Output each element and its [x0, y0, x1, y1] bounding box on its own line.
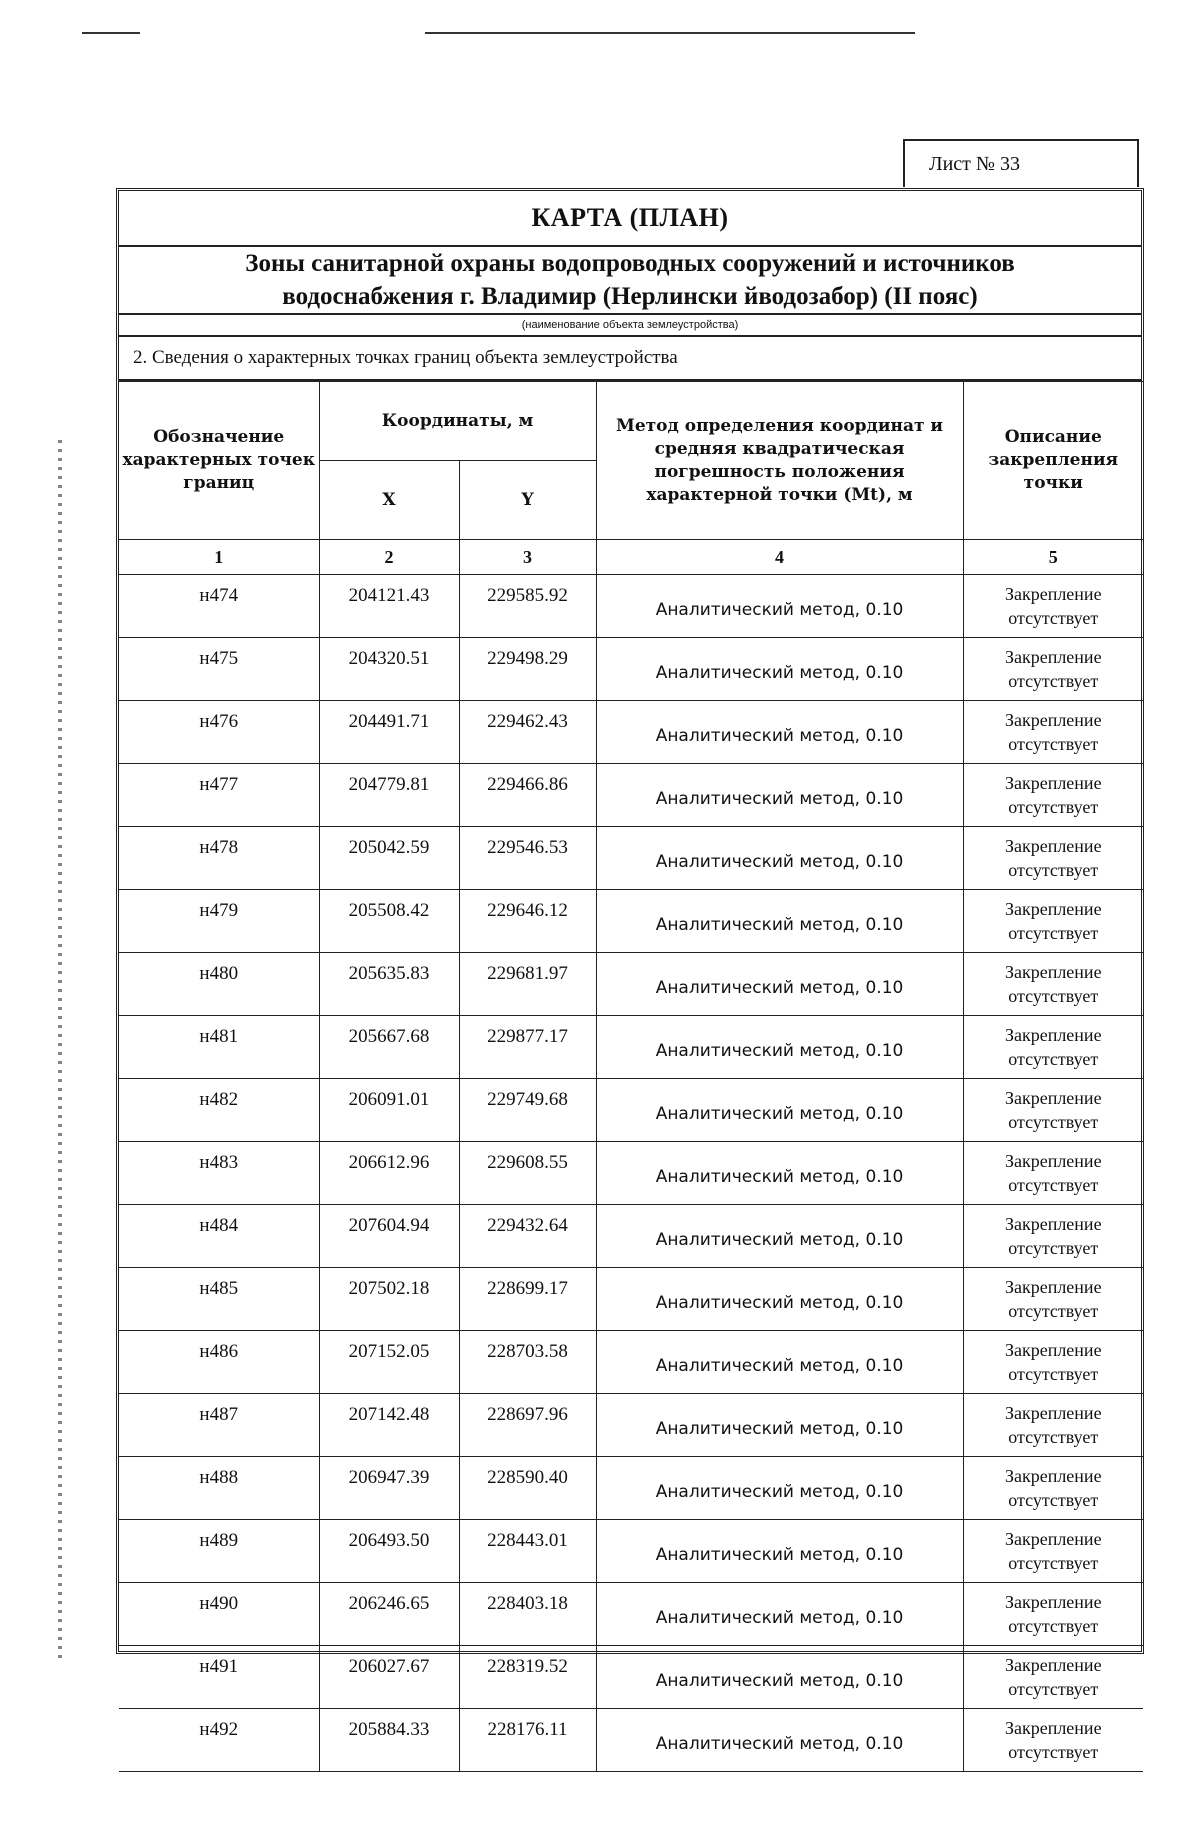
method-cell: Аналитический метод, 0.10 [596, 1709, 963, 1772]
description-cell: Закрепление отсутствует [963, 1142, 1143, 1205]
column-number: 1 [119, 540, 319, 575]
coord-y: 229466.86 [459, 764, 596, 827]
table-row [119, 1394, 1143, 1457]
description-cell: Закрепление отсутствует [963, 575, 1143, 638]
header-method: Метод определения координат и средняя квадратическая погрешность положения характерной точки (Mt), м [596, 382, 963, 540]
coord-y: 229646.12 [459, 890, 596, 953]
point-id: н483 [119, 1142, 319, 1205]
point-id: н484 [119, 1205, 319, 1268]
coord-y: 229681.97 [459, 953, 596, 1016]
coord-x: 205884.33 [319, 1709, 459, 1772]
description-cell: Закрепление отсутствует [963, 1646, 1143, 1709]
scan-line-top [425, 32, 915, 34]
document-title: КАРТА (ПЛАН) [119, 191, 1141, 247]
point-id: н491 [119, 1646, 319, 1709]
table-row [119, 575, 1143, 638]
description-cell: Закрепление отсутствует [963, 1520, 1143, 1583]
table-row [119, 827, 1143, 890]
method-cell: Аналитический метод, 0.10 [596, 1079, 963, 1142]
method-cell: Аналитический метод, 0.10 [596, 1394, 963, 1457]
object-caption: (наименование объекта землеустройства) [119, 313, 1141, 337]
description-cell: Закрепление отсутствует [963, 1394, 1143, 1457]
point-id: н480 [119, 953, 319, 1016]
coord-y: 229546.53 [459, 827, 596, 890]
point-id: н475 [119, 638, 319, 701]
table-row [119, 1016, 1143, 1079]
header-description: Описание закрепления точки [963, 382, 1143, 540]
coord-y: 229432.64 [459, 1205, 596, 1268]
description-cell: Закрепление отсутствует [963, 890, 1143, 953]
method-cell: Аналитический метод, 0.10 [596, 638, 963, 701]
section-title: 2. Сведения о характерных точках границ объекта землеустройства [119, 337, 1141, 381]
point-id: н482 [119, 1079, 319, 1142]
description-cell: Закрепление отсутствует [963, 764, 1143, 827]
method-cell: Аналитический метод, 0.10 [596, 575, 963, 638]
method-cell: Аналитический метод, 0.10 [596, 701, 963, 764]
point-id: н490 [119, 1583, 319, 1646]
method-cell: Аналитический метод, 0.10 [596, 1646, 963, 1709]
table-row [119, 764, 1143, 827]
coord-x: 204121.43 [319, 575, 459, 638]
coord-x: 205508.42 [319, 890, 459, 953]
coord-x: 206947.39 [319, 1457, 459, 1520]
sheet-number-label: Лист № 33 [929, 153, 1020, 176]
point-id: н489 [119, 1520, 319, 1583]
description-cell: Закрепление отсутствует [963, 701, 1143, 764]
coord-x: 206612.96 [319, 1142, 459, 1205]
header-x: X [319, 461, 459, 540]
coord-x: 204320.51 [319, 638, 459, 701]
table-row [119, 638, 1143, 701]
method-cell: Аналитический метод, 0.10 [596, 890, 963, 953]
coord-y: 228703.58 [459, 1331, 596, 1394]
table-empty-row [119, 1772, 1143, 1824]
description-cell: Закрепление отсутствует [963, 1079, 1143, 1142]
point-id: н486 [119, 1331, 319, 1394]
table-row [119, 1520, 1143, 1583]
column-number: 2 [319, 540, 459, 575]
table-row [119, 1205, 1143, 1268]
coord-y: 228319.52 [459, 1646, 596, 1709]
method-cell: Аналитический метод, 0.10 [596, 1268, 963, 1331]
description-cell: Закрепление отсутствует [963, 1709, 1143, 1772]
object-name-line2: водоснабжения г. Владимир (Нерлински йводозабор) (II пояс) [245, 280, 1014, 313]
point-id: н485 [119, 1268, 319, 1331]
document-frame [116, 188, 1144, 1654]
table-row [119, 953, 1143, 1016]
coord-x: 206493.50 [319, 1520, 459, 1583]
column-number: 4 [596, 540, 963, 575]
coord-y: 229498.29 [459, 638, 596, 701]
header-y: Y [459, 461, 596, 540]
coord-y: 229877.17 [459, 1016, 596, 1079]
coord-x: 205667.68 [319, 1016, 459, 1079]
point-id: н487 [119, 1394, 319, 1457]
method-cell: Аналитический метод, 0.10 [596, 953, 963, 1016]
coord-x: 204491.71 [319, 701, 459, 764]
column-number: 3 [459, 540, 596, 575]
object-name [119, 247, 1141, 313]
method-cell: Аналитический метод, 0.10 [596, 827, 963, 890]
coord-x: 206027.67 [319, 1646, 459, 1709]
method-cell: Аналитический метод, 0.10 [596, 1016, 963, 1079]
description-cell: Закрепление отсутствует [963, 638, 1143, 701]
method-cell: Аналитический метод, 0.10 [596, 764, 963, 827]
coord-x: 207142.48 [319, 1394, 459, 1457]
table-row [119, 1142, 1143, 1205]
point-id: н492 [119, 1709, 319, 1772]
table-row [119, 701, 1143, 764]
table-row [119, 1709, 1143, 1772]
point-id: н476 [119, 701, 319, 764]
coord-y: 228176.11 [459, 1709, 596, 1772]
method-cell: Аналитический метод, 0.10 [596, 1331, 963, 1394]
header-point: Обозначение характерных точек границ [119, 382, 319, 540]
coord-x: 204779.81 [319, 764, 459, 827]
sheet-number [903, 139, 1139, 187]
point-id: н481 [119, 1016, 319, 1079]
method-cell: Аналитический метод, 0.10 [596, 1457, 963, 1520]
description-cell: Закрепление отсутствует [963, 1016, 1143, 1079]
description-cell: Закрепление отсутствует [963, 1457, 1143, 1520]
object-name-line1: Зоны санитарной охраны водопроводных сооружений и источников [245, 247, 1014, 280]
table-row [119, 1331, 1143, 1394]
point-id: н477 [119, 764, 319, 827]
coord-x: 205042.59 [319, 827, 459, 890]
table-row [119, 1457, 1143, 1520]
coord-x: 205635.83 [319, 953, 459, 1016]
coord-y: 229462.43 [459, 701, 596, 764]
table-row [119, 890, 1143, 953]
header-coords: Координаты, м [319, 382, 596, 461]
method-cell: Аналитический метод, 0.10 [596, 1520, 963, 1583]
point-id: н479 [119, 890, 319, 953]
table-row [119, 1583, 1143, 1646]
scan-edge-noise [58, 440, 62, 1660]
coord-y: 229749.68 [459, 1079, 596, 1142]
coord-y: 228699.17 [459, 1268, 596, 1331]
column-number: 5 [963, 540, 1143, 575]
coord-x: 206091.01 [319, 1079, 459, 1142]
description-cell: Закрепление отсутствует [963, 1205, 1143, 1268]
scan-line-left [82, 32, 140, 34]
description-cell: Закрепление отсутствует [963, 1583, 1143, 1646]
coord-y: 228697.96 [459, 1394, 596, 1457]
coord-y: 229608.55 [459, 1142, 596, 1205]
coord-y: 228590.40 [459, 1457, 596, 1520]
method-cell: Аналитический метод, 0.10 [596, 1583, 963, 1646]
coord-y: 228403.18 [459, 1583, 596, 1646]
description-cell: Закрепление отсутствует [963, 1331, 1143, 1394]
point-id: н488 [119, 1457, 319, 1520]
coord-x: 207152.05 [319, 1331, 459, 1394]
description-cell: Закрепление отсутствует [963, 1268, 1143, 1331]
points-table-body [119, 575, 1143, 1772]
coord-y: 229585.92 [459, 575, 596, 638]
method-cell: Аналитический метод, 0.10 [596, 1205, 963, 1268]
coord-x: 206246.65 [319, 1583, 459, 1646]
table-row [119, 1646, 1143, 1709]
point-id: н478 [119, 827, 319, 890]
coord-x: 207502.18 [319, 1268, 459, 1331]
point-id: н474 [119, 575, 319, 638]
description-cell: Закрепление отсутствует [963, 953, 1143, 1016]
table-row [119, 1079, 1143, 1142]
column-numbers-row [119, 540, 1143, 575]
table-row [119, 1268, 1143, 1331]
points-table [119, 381, 1143, 1824]
method-cell: Аналитический метод, 0.10 [596, 1142, 963, 1205]
coord-x: 207604.94 [319, 1205, 459, 1268]
coord-y: 228443.01 [459, 1520, 596, 1583]
description-cell: Закрепление отсутствует [963, 827, 1143, 890]
